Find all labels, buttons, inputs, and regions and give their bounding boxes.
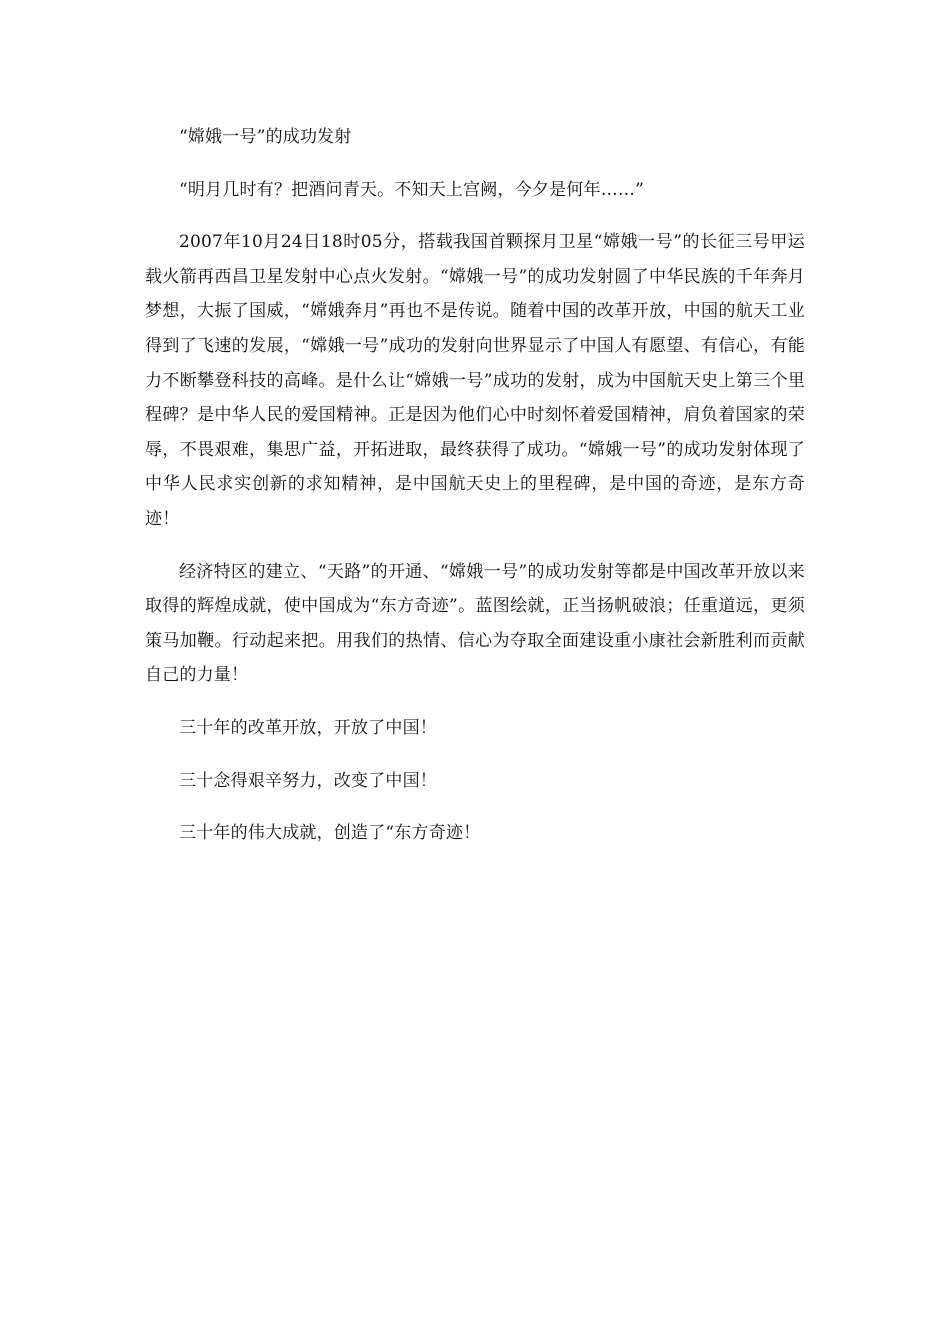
paragraph-achievements: 经济特区的建立、“天路”的开通、“嫦娥一号”的成功发射等都是中国改革开放以来取得的辉煌成就，使中国成为“东方奇迹”。蓝图绘就，正当扬帆破浪；任重道远，更须策马加鞭。行动起来把。用我们的热情、信心为夺取全面建设重小康社会新胜利而贡献自己的力量！: [145, 561, 805, 686]
document-page: [145, 120, 805, 851]
closing-line-1: 三十年的改革开放，开放了中国！: [179, 717, 437, 738]
document-title: “嫦娥一号”的成功发射: [179, 127, 352, 147]
closing-line-2: 三十念得艰辛努力，改变了中国！: [179, 770, 437, 791]
opening-quote: “明月几时有？把酒问青天。不知天上宫阙，今夕是何年……”: [179, 179, 644, 200]
closing-line-3: 三十年的伟大成就，创造了“东方奇迹！: [179, 823, 481, 844]
paragraph-launch: 2007年10月24日18时05分，搭载我国首颗探月卫星“嫦娥一号”的长征三号甲运载火箭再西昌卫星发射中心点火发射。“嫦娥一号”的成功发射圆了中华民族的千年奔月梦想，大振了国威，“嫦娥奔月”再也不是传说。随着中国的改革开放，中国的航天工业得到了飞速的发展，“嫦娥一号”成功的发射向世界显示了中国人有愿望、有信心，有能力不断攀登科技的高峰。是什么让“嫦娥一号”成功的发射，成为中国航天史上第三个里程碑？是中华人民的爱国精神。正是因为他们心中时刻怀着爱国精神，肩负着国家的荣辱，不畏艰难，集思广益，开拓进取，最终获得了成功。“嫦娥一号”的成功发射体现了中华人民求实创新的求知精神，是中国航天史上的里程碑，是中国的奇迹，是东方奇迹！: [145, 232, 805, 529]
